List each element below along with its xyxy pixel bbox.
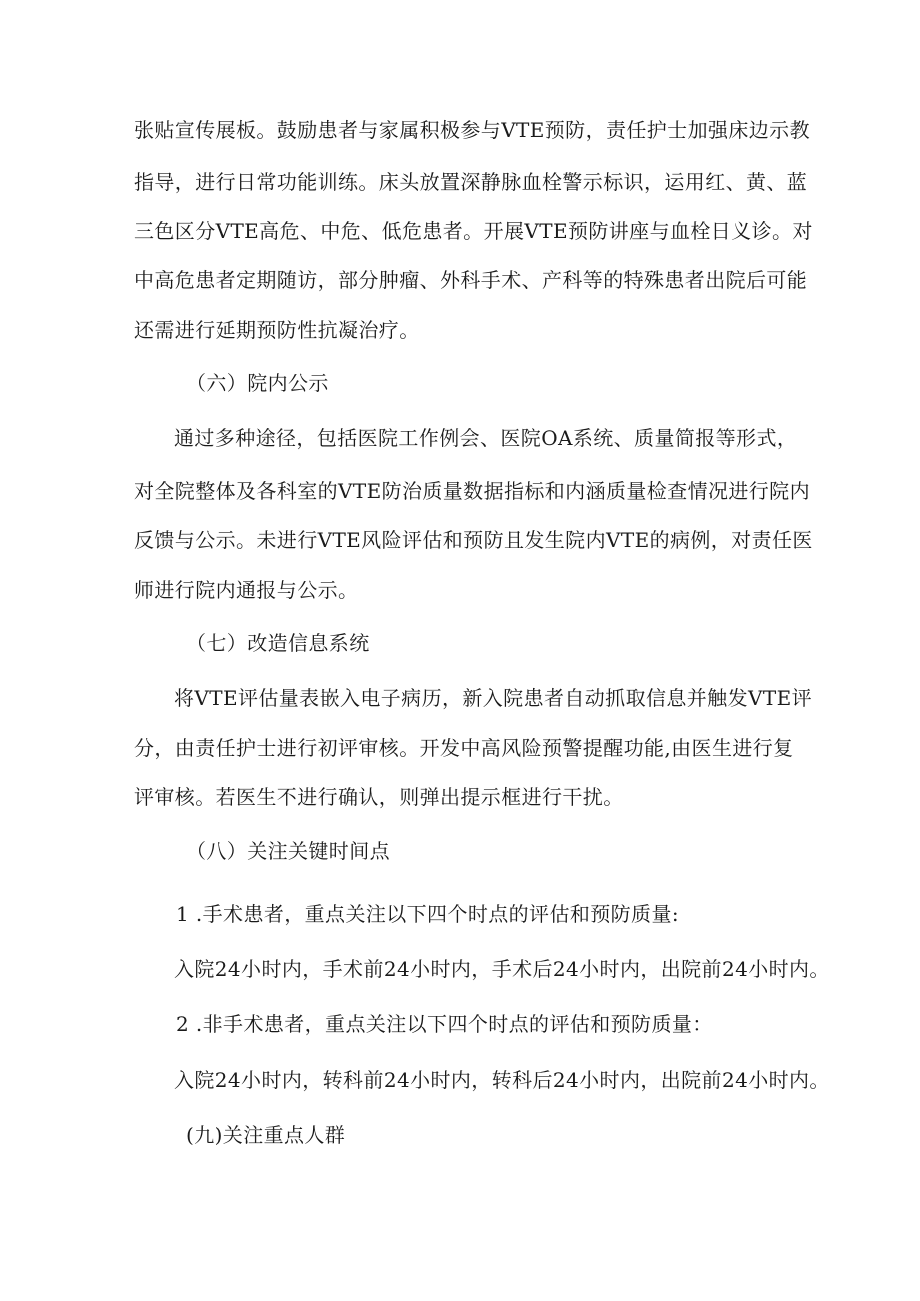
body-line: 评审核。若医生不进行确认，则弹出提示框进行干扰。 — [134, 785, 624, 809]
section-heading: （八）关注关键时间点 — [186, 839, 390, 863]
body-line: 入院24小时内，手术前24小时内，手术后24小时内，出院前24小时内。 — [174, 957, 830, 981]
body-line: 分，由责任护士进行初评审核。开发中高风险预警提醒功能,由医生进行复 — [134, 736, 794, 760]
body-line: 师进行院内通报与公示。 — [134, 578, 359, 602]
section-heading: （七）改造信息系统 — [186, 631, 370, 655]
body-line: 还需进行延期预防性抗凝治疗。 — [134, 318, 420, 342]
body-line: 指导，进行日常功能训练。床头放置深静脉血栓警示标识，运用红、黄、蓝 — [134, 170, 808, 194]
body-line: 中高危患者定期随访，部分肿瘤、外科手术、产科等的特殊患者出院后可能 — [134, 268, 808, 292]
section-heading: (九)关注重点人群 — [186, 1123, 346, 1147]
body-line: 通过多种途径，包括医院工作例会、医院OA系统、质量简报等形式， — [174, 426, 798, 450]
section-heading: （六）院内公示 — [186, 371, 329, 395]
body-line: 三色区分VTE高危、中危、低危患者。开展VTE预防讲座与血栓日义诊。对 — [134, 219, 813, 243]
body-line: 反馈与公示。未进行VTE风险评估和预防且发生院内VTE的病例，对责任医 — [134, 528, 813, 552]
list-item: 2 .非手术患者，重点关注以下四个时点的评估和预防质量： — [176, 1012, 713, 1036]
list-item: 1 .手术患者，重点关注以下四个时点的评估和预防质量: — [176, 902, 679, 926]
body-line: 张贴宣传展板。鼓励患者与家属积极参与VTE预防，责任护士加强床边示教 — [134, 118, 810, 142]
body-line: 对全院整体及各科室的VTE防治质量数据指标和内涵质量检查情况进行院内 — [134, 479, 810, 503]
body-line: 将VTE评估量表嵌入电子病历，新入院患者自动抓取信息并触发VTE评 — [174, 686, 812, 710]
body-line: 入院24小时内，转科前24小时内，转科后24小时内，出院前24小时内。 — [174, 1068, 830, 1092]
